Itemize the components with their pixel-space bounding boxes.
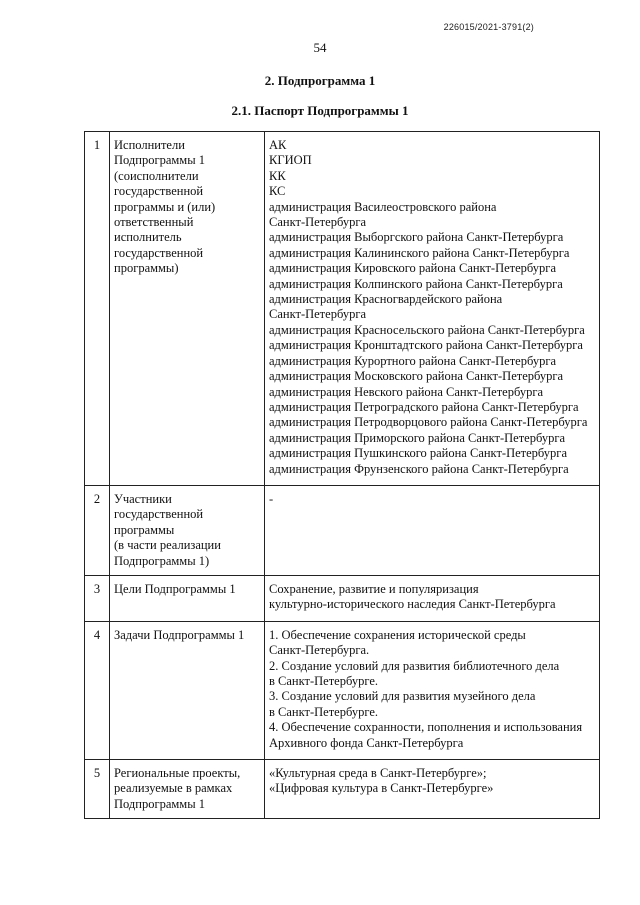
label-line: государственной [114, 507, 204, 522]
value-line: администрация Колпинского района Санкт-Петербурга [269, 276, 563, 291]
value-line: КС [269, 184, 286, 199]
row-value [265, 132, 600, 486]
label-line: (соисполнители [114, 168, 199, 183]
value-line: в Санкт-Петербурге. [269, 704, 378, 719]
row-number: 3 [85, 575, 110, 621]
label-line: исполнитель [114, 230, 182, 245]
row-number: 1 [85, 132, 110, 486]
value-line: 3. Создание условий для развития музейного дела [269, 689, 536, 704]
row-label [110, 760, 265, 819]
label-line: Подпрограммы 1 [114, 153, 205, 168]
label-line: Подпрограммы 1 [114, 796, 205, 811]
table-row [85, 575, 600, 621]
value-line: администрация Красносельского района Санкт-Петербурга [269, 322, 585, 337]
value-line: в Санкт-Петербурге. [269, 674, 378, 688]
label-line: Исполнители [114, 138, 185, 152]
document-id: 226015/2021-3791(2) [443, 22, 534, 32]
value-line: - [269, 491, 274, 506]
value-line: администрация Пушкинского района Санкт-Петербурга [269, 446, 567, 461]
value-line: администрация Курортного района Санкт-Петербурга [269, 353, 557, 368]
label-line: программы [114, 522, 175, 537]
row-value [265, 485, 600, 575]
value-line: «Культурная среда в Санкт-Петербурге»; [269, 766, 487, 781]
row-number: 2 [85, 485, 110, 575]
table-row [85, 485, 600, 575]
table-row [85, 132, 600, 486]
value-line: администрация Калининского района Санкт-Петербурга [269, 245, 570, 260]
label-line: Цели Подпрограммы 1 [114, 581, 236, 596]
row-label [110, 575, 265, 621]
value-line: Санкт-Петербурга. [269, 643, 370, 658]
value-line: Санкт-Петербурга [269, 307, 367, 322]
value-line: Санкт-Петербурга [269, 215, 367, 230]
row-value [265, 621, 600, 759]
row-label [110, 621, 265, 759]
label-line: программы) [114, 261, 179, 276]
value-line: 1. Обеспечение сохранения исторической среды [269, 627, 526, 642]
value-line: администрация Петроградского района Санкт-Петербурга [269, 399, 579, 414]
value-line: администрация Петродворцового района Санкт-Петербурга [269, 415, 588, 430]
value-line: администрация Василеостровского района [269, 199, 497, 214]
row-label [110, 485, 265, 575]
label-line: Участники [114, 491, 172, 506]
subsection-heading: 2.1. Паспорт Подпрограммы 1 [231, 103, 409, 118]
value-line: администрация Московского района Санкт-Петербурга [269, 369, 564, 384]
passport-table-body [85, 132, 600, 819]
label-line: Задачи Подпрограммы 1 [114, 627, 245, 642]
value-line: Архивного фонда Санкт-Петербурга [269, 735, 464, 750]
label-line: государственной [114, 245, 204, 260]
value-line: КГИОП [269, 153, 312, 168]
value-line: администрация Красногвардейского района [269, 292, 503, 307]
row-value [265, 760, 600, 819]
section-heading: 2. Подпрограмма 1 [264, 73, 376, 88]
label-line: ответственный [114, 215, 194, 230]
value-line: КК [269, 168, 286, 183]
passport-table [84, 131, 600, 819]
label-line: государственной [114, 184, 204, 199]
table-row [85, 621, 600, 759]
value-line: АК [269, 138, 287, 152]
value-line: администрация Кировского района Санкт-Петербурга [269, 261, 556, 276]
value-line: 2. Создание условий для развития библиотечного дела [269, 658, 560, 673]
label-line: реализуемые в рамках [114, 781, 233, 796]
value-line: «Цифровая культура в Санкт-Петербурге» [269, 781, 494, 796]
row-number: 5 [85, 760, 110, 819]
value-line: администрация Кронштадтского района Санкт-Петербурга [269, 338, 583, 353]
label-line: Подпрограммы 1) [114, 553, 210, 568]
row-value [265, 575, 600, 621]
value-line: администрация Приморского района Санкт-Петербурга [269, 430, 566, 445]
table-row [85, 760, 600, 819]
value-line: администрация Невского района Санкт-Петербурга [269, 384, 544, 399]
row-number: 4 [85, 621, 110, 759]
row-label [110, 132, 265, 486]
label-line: (в части реализации [114, 538, 221, 553]
label-line: Региональные проекты, [114, 766, 241, 781]
label-line: программы и (или) [114, 199, 216, 214]
value-line: 4. Обеспечение сохранности, пополнения и использования [269, 720, 583, 735]
value-line: культурно-исторического наследия Санкт-Петербурга [269, 597, 556, 612]
value-line: Сохранение, развитие и популяризация [269, 581, 479, 596]
value-line: администрация Фрунзенского района Санкт-Петербурга [269, 461, 569, 476]
page-number: 54 [313, 40, 327, 55]
value-line: администрация Выборгского района Санкт-Петербурга [269, 230, 564, 245]
